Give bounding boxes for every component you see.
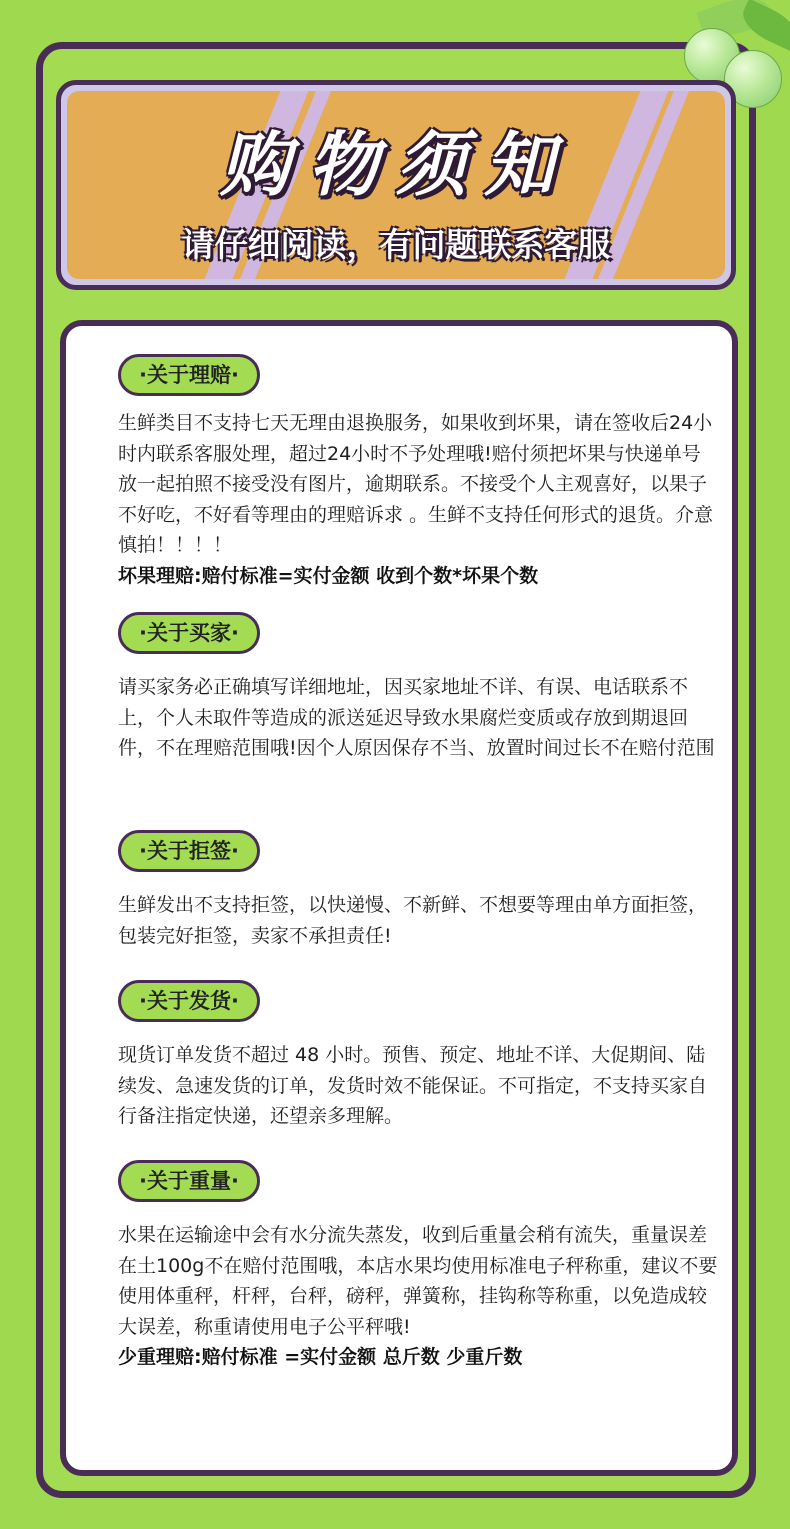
section-heading-buyer: ·关于买家· xyxy=(118,612,260,654)
banner-inner xyxy=(67,91,725,279)
section-heading-claims: ·关于理赔· xyxy=(118,354,260,396)
section-note-claims: 坏果理赔:赔付标准=实付金额 收到个数*坏果个数 xyxy=(118,564,539,587)
section-weight xyxy=(118,1160,718,1373)
section-body-shipping: 现货订单发货不超过 48 小时。预售、预定、地址不详、大促期间、陆续发、急速发货的订单，发货时效不能保证。不可指定，不支持买家自行备注指定快递，还望亲多理解。 xyxy=(118,1044,708,1127)
section-claims xyxy=(118,354,718,591)
page-title: 购物须知 xyxy=(220,124,572,206)
section-heading-refuse-sign: ·关于拒签· xyxy=(118,830,260,872)
section-shipping xyxy=(118,980,718,1132)
section-buyer xyxy=(118,612,718,764)
page-subtitle: 请仔细阅读，有问题联系客服 xyxy=(181,225,611,264)
section-refuse-sign xyxy=(118,830,718,951)
section-heading-weight: ·关于重量· xyxy=(118,1160,260,1202)
section-body-refuse-sign: 生鲜发出不支持拒签，以快递慢、不新鲜、不想要等理由单方面拒签，包装完好拒签，卖家不承担责任! xyxy=(118,894,708,947)
section-note-weight: 少重理赔:赔付标准 =实付金额 总斤数 少重斤数 xyxy=(118,1346,523,1368)
header-banner xyxy=(56,80,736,290)
section-body-weight: 水果在运输途中会有水分流失蒸发，收到后重量会稍有流失，重量误差在土100g不在赔付范围哦，本店水果均使用标准电子秤称重，建议不要使用体重秤，杆秤，台秤，磅秤，弹簧称，挂钩称等称重，以免造成较大误差，称重请使用电子公平秤哦! xyxy=(118,1224,718,1338)
content-card xyxy=(60,320,738,1476)
section-heading-shipping: ·关于发货· xyxy=(118,980,260,1022)
section-body-buyer: 请买家务必正确填写详细地址，因买家地址不详、有误、电话联系不上，个人未取件等造成的派送延迟导致水果腐烂变质或存放到期退回件，不在理赔范围哦!因个人原因保存不当、放置时间过长不在赔付范围 xyxy=(118,676,715,759)
section-body-claims: 生鲜类目不支持七天无理由退换服务，如果收到坏果，请在签收后24小时内联系客服处理，超过24小时不予处理哦!赔付须把坏果与快递单号放一起拍照不接受没有图片，逾期联系。不接受个人主观喜好，以果子不好吃，不好看等理由的理赔诉求 。生鲜不支持任何形式的退货。介意慎拍！！！！ xyxy=(118,412,714,556)
